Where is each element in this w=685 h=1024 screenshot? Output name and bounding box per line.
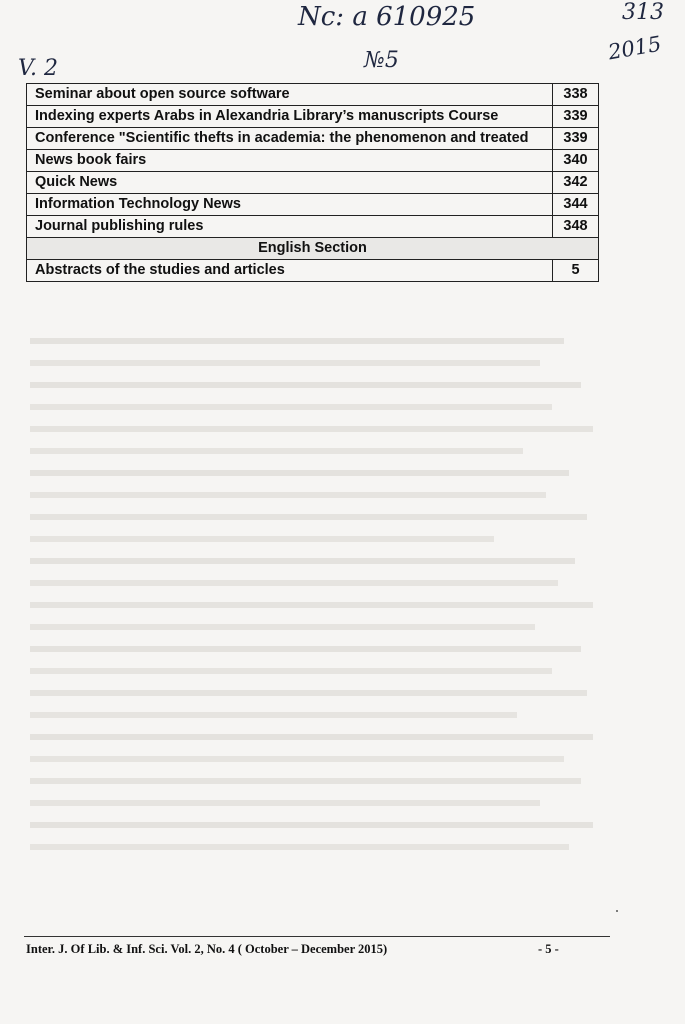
toc-title: Indexing experts Arabs in Alexandria Library’s manuscripts Course: [27, 106, 553, 128]
toc-page-number: 338: [553, 84, 599, 106]
handwritten-volume: V. 2: [18, 56, 59, 81]
toc-row: [27, 260, 599, 282]
toc-row: [27, 216, 599, 238]
toc-row: [27, 194, 599, 216]
toc-title: Information Technology News: [27, 194, 553, 216]
toc-title: Conference "Scientific thefts in academia: the phenomenon and treated: [27, 128, 553, 150]
toc-row: [27, 128, 599, 150]
toc-title: Seminar about open source software: [27, 84, 553, 106]
section-heading: English Section: [27, 238, 599, 260]
handwritten-issue: №5: [364, 48, 399, 73]
bleed-through-texture: [30, 330, 610, 850]
toc-page-number: 340: [553, 150, 599, 172]
toc-title: News book fairs: [27, 150, 553, 172]
toc-title: Quick News: [27, 172, 553, 194]
toc-page-number: 339: [553, 106, 599, 128]
toc-page-number: 344: [553, 194, 599, 216]
handwritten-number: 313: [622, 0, 664, 25]
toc-title: Abstracts of the studies and articles: [27, 260, 553, 282]
handwritten-accession-number: Nc: a 610925: [298, 2, 476, 32]
toc-page-number: 5: [553, 260, 599, 282]
footer-citation: Inter. J. Of Lib. & Inf. Sci. Vol. 2, No. 4 ( October – December 2015): [26, 942, 388, 956]
toc-page-number: 342: [553, 172, 599, 194]
footer-rule: [24, 936, 610, 937]
handwritten-year: 2015: [606, 31, 664, 65]
toc-row: [27, 150, 599, 172]
toc-title: Journal publishing rules: [27, 216, 553, 238]
toc-row: [27, 106, 599, 128]
footer-page-number: - 5 -: [538, 942, 559, 956]
toc-section-row: [27, 238, 599, 260]
toc-page-number: 348: [553, 216, 599, 238]
table-of-contents: [26, 83, 599, 282]
toc-page-number: 339: [553, 128, 599, 150]
speck: [616, 910, 618, 912]
toc-row: [27, 172, 599, 194]
toc-row: [27, 84, 599, 106]
